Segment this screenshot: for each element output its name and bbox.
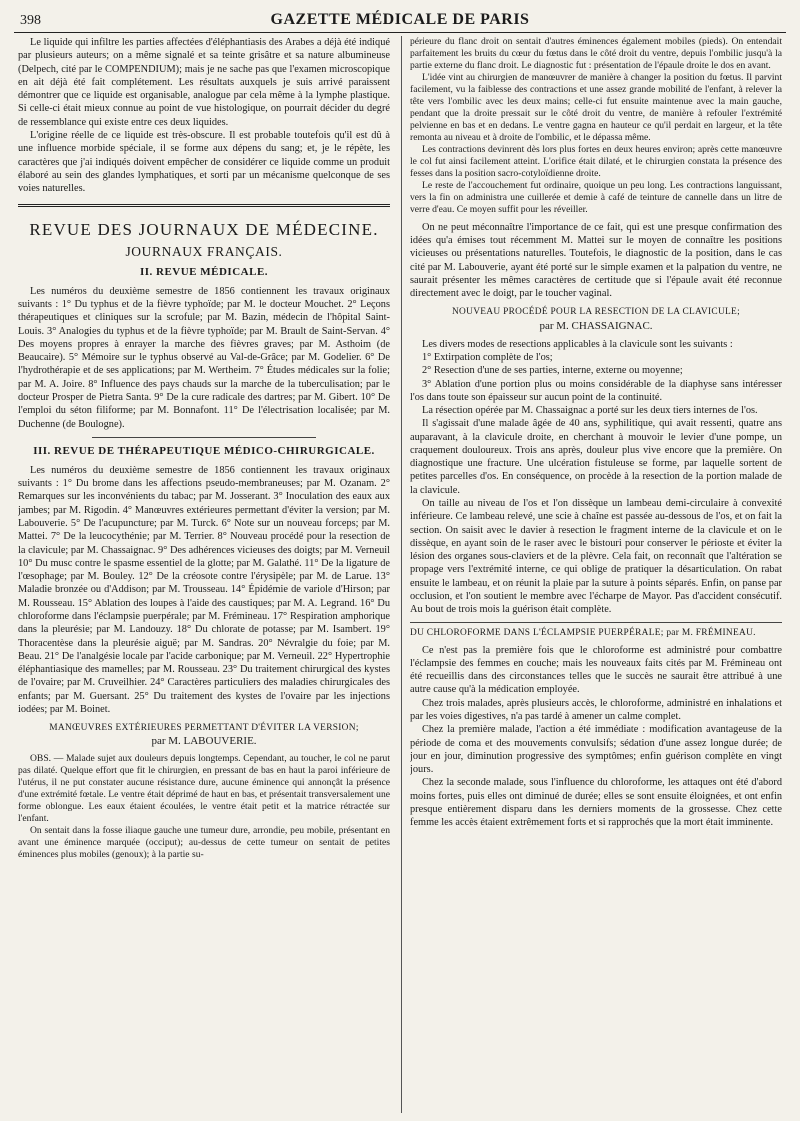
paragraph: Les contractions devinrent dès lors plus fortes en deux heures environ; après cette manœuvre le col fut ainsi facilement atteint. L'orifice était dilaté, et le chirurgien constata la présence des fesses dans la position sacro-cotyloïdienne droite. bbox=[410, 143, 782, 179]
paragraph: La résection opérée par M. Chassaignac a porté sur les deux tiers internes de l'os. bbox=[422, 405, 758, 417]
right-column bbox=[410, 36, 782, 1113]
list-item: 3° Ablation d'une portion plus ou moins considérable de la diaphyse sans intéresser l'os dans toute son épaisseur sur aucun point de la continuité. bbox=[410, 378, 782, 403]
paragraph: Il s'agissait d'une malade âgée de 40 ans, syphilitique, qui avait ressenti, quatre ans auparavant, à la clavicule droite, en cherchant à mouvoir le levier d'une pompe, un craquement douloureux. Trois ans après, douleur plus vive encore que la première. On diagnostique une fracture. Une ulcération fistuleuse se forme, par laquelle sortent de petites parcelles d'os. En conséquence, on procède à la resection de la portion malade de la clavicule. bbox=[410, 418, 782, 496]
paragraph: Les numéros du deuxième semestre de 1856 contiennent les travaux originaux suivants : 1° Du brome dans les affections pseudo-membraneuses; par M. Ozanam. 2° Remarques sur les inconvénients du tabac; par M. Josserant. 3° Inoculation des eaux aux jambes; par M. Rigodin. 4° Manœuvres extérieures permettant d'éviter la version; par M. Labouverie. 5° De l'acupuncture; par M. Turck. 6° Note sur un nouveau forceps; par M. Mattei. 7° De la leucocythénie; par M. Terrier. 8° Nouveau procédé pour la resection de la clavicule; par M. Chassaignac. 9° Des adhérences vicieuses des doigts; par M. Verneuil 10° Du musc contre le spasme essentiel de la glotte; par M. Galathé. 11° De la ligature de l'œsophage; par M. Bouley. 12° De la créosote contre l'érysipèle; par M. de Larue. 13° Maladie bronzée ou d'Addison; par M. Trousseau. 14° Épidémie de variole d'Hirson; par M. Rousseau. 15° Ablation des loupes à l'aide des caustiques; par M. A. Legrand. 16° Du chloroforme dans l'éclampsie puerpérale; par M. Frémineau. 17° Respiration amphorique dans la pleurésie; par M. Landouzy. 18° Du chlorate de potasse; par M. Isambert. 19° Thoracentèse dans la pleurésie aiguë; par M. Sandras. 20° Névralgie du foie; par M. Beau. 21° De l'analgésie locale par l'acide carbonique; par M. Verneuil. 22° Hypertrophie éléphantiasique des mamelles; par M. Rousseau. 23° Du traitement chirurgical des kystes de l'ovaire; par M. Cruveilhier. 24° Caractères particuliers des maladies chirurgicales des enfants; par M. Guersant. 25° Du traitement des kystes de l'ovaire par les injections iodées; par M. Boinet. bbox=[18, 464, 390, 715]
paragraph: OBS. — Malade sujet aux douleurs depuis longtemps. Cependant, au toucher, le col ne parut pas dilaté. Quelque effort que fit le chirurgien, en pressant de bas en haut la paroi inférieure de l'utérus, il ne put constater aucune résistance dure, aucune éminence qui annonçât la présence d'une extrémité fœtale. Le ventre était déprimé de haut en bas, et présentait transversalement une forme oblongue. Les eaux étaient écoulées, le ventre était petit et la matrice rétractée sur l'enfant. bbox=[18, 753, 390, 825]
left-column bbox=[18, 36, 390, 1113]
divider bbox=[410, 622, 782, 623]
subsection-title: JOURNAUX FRANÇAIS. bbox=[125, 244, 283, 260]
paragraph: Chez la seconde malade, sous l'influence du chloroforme, les attaques ont été d'abord moins fortes, puis elles ont diminué de durée; elles se sont ensuite éloignées, et ont enfin presque entièrement disparu dans les derniers moments de la grossesse. Chez cette femme les accès étaient extrêmement forts et si rapprochés que la mort était imminente. bbox=[410, 777, 782, 829]
journal-title: GAZETTE MÉDICALE DE PARIS bbox=[270, 11, 530, 28]
subsection-heading: III. REVUE DE THÉRAPEUTIQUE MÉDICO-CHIRURGICALE. bbox=[33, 444, 375, 457]
paragraph: Ce n'est pas la première fois que le chloroforme est administré pour combattre l'éclampsie des femmes en couche; mais les nouveaux faits cités par M. Frémineau ont été recueillis dans des circonstances telles que le succès ne saurait être attribué à une autre cause qu'à la médication employée. bbox=[410, 644, 782, 696]
divider bbox=[92, 437, 315, 438]
paragraph: Le liquide qui infiltre les parties affectées d'éléphantiasis des Arabes a déjà été indiqué par plusieurs auteurs; on a même signalé et sa teinte grisâtre et sa nature albumineuse (Delpech, cité par le COMPENDIUM); mais je ne sache pas que l'examen microscopique en ait déjà été fait complétement. Les résultats auxquels je suis arrivé paraissent démontrer que ce liquide est organisable, analogue par cela même à la lymphe plastique. Si celle-ci était mieux connue au point de vue histologique, on pourrait décider du degré de ressemblance qui existe entre ces deux liquides. bbox=[18, 37, 390, 128]
section-divider bbox=[18, 204, 390, 207]
page-number: 398 bbox=[20, 13, 41, 28]
paragraph: On sentait dans la fosse iliaque gauche une tumeur dure, arrondie, peu mobile, présentant en avant une éminence marquée (occiput); au-dessus de cette tumeur on sentait de petites éminences plus mobiles (genoux); à la partie su- bbox=[18, 825, 390, 861]
resection-list bbox=[410, 351, 782, 404]
page-header bbox=[14, 8, 786, 33]
article-title: NOUVEAU PROCÉDÉ POUR LA RESECTION DE LA CLAVICULE; par M. CHASSAIGNAC. bbox=[451, 307, 740, 332]
paragraph: L'origine réelle de ce liquide est très-obscure. Il est probable toutefois qu'il est dû à une influence morbide spéciale, il se forme aux dépens du sang; et, je le répète, les caractères que j'ai indiqués doivent empêcher de considérer ce liquide comme un produit élaboré au sein des glandes lymphatiques, et sorti par un mécanisme quelconque de ses voies naturelles. bbox=[18, 129, 390, 195]
paragraph: Les divers modes de resections applicables à la clavicule sont les suivants : bbox=[422, 338, 733, 350]
subsection-heading: II. REVUE MÉDICALE. bbox=[139, 265, 269, 278]
list-item: 2° Resection d'une de ses parties, interne, externe ou moyenne; bbox=[422, 365, 683, 377]
paragraph: périeure du flanc droit on sentait d'autres éminences également mobiles (pieds). On entendait parfaitement les bruits du cœur du fœtus dans le côté droit du ventre, depuis l'ombilic jusqu'à la partie externe du flanc droit. Le diagnostic fut : présentation de l'épaule droite le dos en avant. bbox=[410, 36, 782, 71]
paragraph: On ne peut méconnaître l'importance de ce fait, qui est une presque confirmation des idées qu'a émises tout récemment M. Mattei sur le moyen de connaître les positions vicieuses ou présentations naturelles. Toutefois, le diagnostic de la position, dans le cas cité par M. Labouverie, ayant été porté sur le simple examen et la palpation du ventre, ne saurait présenter les mêmes caractères de certitude que si l'épaule avait été reconnue directement avec le doigt, par le toucher vaginal. bbox=[410, 221, 782, 300]
article-title: DU CHLOROFORME DANS L'ÉCLAMPSIE PUERPÉRALE; par M. FRÉMINEAU. bbox=[410, 627, 756, 638]
list-item: 1° Extirpation complète de l'os; bbox=[422, 351, 553, 363]
paragraph: L'idée vint au chirurgien de manœuvrer de manière à changer la position du fœtus. Il parvint facilement, vu la faiblesse des contractions et une assez grande mobilité de l'enfant, à relever la tête vers l'ombilic avec les deux mains; celle-ci fut ensuite maintenue avec la main gauche, pendant que la droite pressait sur le côté droit du ventre, de manière à refouler l'extrémité pelvienne en bas et en dedans. Le ventre gagna en hauteur ce qu'il perdait en largeur, et la tête remonta au niveau et à droite de l'ombilic, et le dépassa même. bbox=[410, 71, 782, 143]
paragraph: Le reste de l'accouchement fut ordinaire, quoique un peu long. Les contractions languissant, vers la fin on administra une cuillerée et demie à café de teinture de cannelle dans un litre de verre d'eau. Ce moyen suffit pour les réveiller. bbox=[410, 179, 782, 215]
paragraph: On taille au niveau de l'os et l'on dissèque un lambeau demi-circulaire à convexité inférieure. Ce lambeau relevé, une scie à chaîne est passée au-dessous de l'os, et on fait la section. On saisit avec le davier à resection le fragment interne de la clavicule et on le dissèque, en ayant soin de le raser avec le bistouri pour conserver le périoste et éviter la lésion des organes sous-claviers et de la plèvre. Cela fait, on reconnaît que l'altération se propage vers l'extrémité interne, ce qui oblige de pratiquer la désarticulation. On rabat ensuite le lambeau, et on réunit la plaie par la suture à points séparés. Enfin, on panse par occlusion, et l'on soutient le membre avec l'écharpe de Mayor. Pas d'accident consécutif. Au bout de trois mois la guérison était complète. bbox=[410, 498, 782, 616]
section-title: REVUE DES JOURNAUX DE MÉDECINE. bbox=[29, 220, 379, 240]
article-title: MANŒUVRES EXTÉRIEURES PERMETTANT D'ÉVITER LA VERSION; par M. LABOUVERIE. bbox=[49, 723, 359, 748]
column-divider bbox=[401, 36, 402, 1113]
paragraph: Chez la première malade, l'action a été immédiate : modification avantageuse de la période de coma et des mouvements convulsifs; sédation d'une assez longue durée; de jour en jour, diminution progressive des symptômes; enfin guérison complète en vingt jours. bbox=[410, 724, 782, 776]
paragraph: Chez trois malades, après plusieurs accès, le chloroforme, administré en inhalations et par les voies digestives, n'a pas tardé à amener un calme complet. bbox=[410, 697, 782, 723]
paragraph: Les numéros du deuxième semestre de 1856 contiennent les travaux originaux suivants : 1° Du typhus et de la fièvre typhoïde; par M. le docteur Mouchet. 2° Leçons thérapeutiques et cliniques sur la scrofule; par M. Bazin, médecin de l'hôpital Saint-Louis. 3° Analogies du typhus et de la fièvre typhoïde; par M. Brault de Saint-Servan. 4° Des moyens propres à enrayer la marche des fièvres graves; par M. Asthoim (de Beaucaire). 5° Mémoire sur le typhus observé au Val-de-Grâce; par M. Godelier. 6° De l'hydrothérapie et de ses applications; par M. Wertheim. 7° Études médicales sur la folie; par M. A. Joire. 8° Influence des pays chauds sur la marche de la tuberculisation; par le docteur Prosper de Pietra Santa. 9° De la cure radicale des dartres; par M. Gibert. 10° De l'emploi du séton filiforme; par M. Bonnafont. 11° De l'électrisation localisée; par M. Duchenne (de Boulogne). bbox=[18, 285, 390, 430]
